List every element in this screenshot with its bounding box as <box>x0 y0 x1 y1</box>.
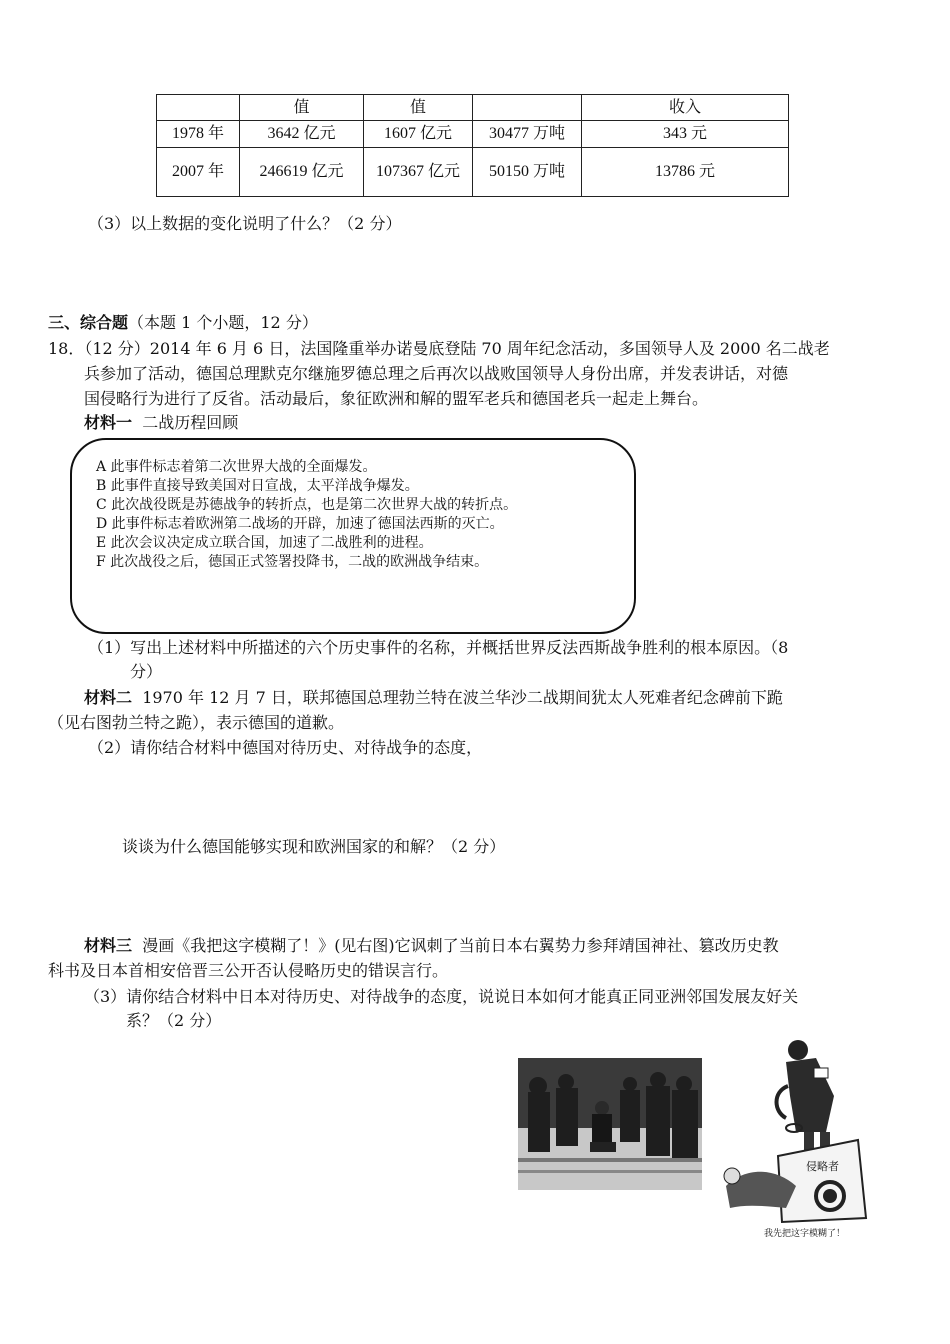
event-item-c: C 此次战役既是苏德战争的转折点，也是第二次世界大战的转折点。 <box>96 497 518 513</box>
table-cell: 246619 亿元 <box>240 148 364 197</box>
question-1-line-2: 分） <box>130 662 163 681</box>
material-2-line-1 <box>84 686 783 710</box>
material-3-line-2: 科书及日本首相安倍晋三公开否认侵略历史的错误言行。 <box>48 961 449 980</box>
table-row <box>157 121 789 148</box>
question-18-line-3: 国侵略行为进行了反省。活动最后，象征欧洲和解的盟军老兵和德国老兵一起走上舞台。 <box>84 389 709 408</box>
question-2-line-2: 谈谈为什么德国能够实现和欧洲国家的和解？（2 分） <box>122 837 506 856</box>
question-1-line-1: （1）写出上述材料中所描述的六个历史事件的名称，并概括世界反法西斯战争胜利的根本原因。（8 <box>88 638 789 657</box>
material-1-heading <box>84 411 238 435</box>
table-cell: 343 元 <box>582 121 789 148</box>
cartoon-caption: 我先把这字模糊了！ <box>764 1229 846 1239</box>
question-18-line-2: 兵参加了活动，德国总理默克尔继施罗德总理之后再次以战败国领导人身份出席，并发表讲话，对德 <box>84 364 789 383</box>
table-cell: 3642 亿元 <box>240 121 364 148</box>
material-3-line-1 <box>84 934 779 958</box>
event-item-d: D 此事件标志着欧洲第二战场的开辟，加速了德国法西斯的灭亡。 <box>96 516 504 532</box>
table-header-cell <box>473 95 582 121</box>
table-header-cell: 值 <box>240 95 364 121</box>
event-item-f: F 此次战役之后，德国正式签署投降书，二战的欧洲战争结束。 <box>96 554 489 570</box>
section-title-label: 三、综合题 <box>48 313 129 332</box>
material-2-line-2: （见右图勃兰特之跪），表示德国的道歉。 <box>48 713 345 732</box>
material-1-title: 二战历程回顾 <box>142 413 239 432</box>
table-header-cell: 值 <box>364 95 473 121</box>
table-cell: 2007 年 <box>157 148 240 197</box>
question-3-top: （3）以上数据的变化说明了什么？（2 分） <box>88 214 402 233</box>
table-cell: 107367 亿元 <box>364 148 473 197</box>
table-row <box>157 148 789 197</box>
event-item-b: B 此事件直接导致美国对日宣战，太平洋战争爆发。 <box>96 478 419 494</box>
table-cell: 13786 元 <box>582 148 789 197</box>
event-item-a: A 此事件标志着第二次世界大战的全面爆发。 <box>96 459 377 475</box>
cartoon-illustration <box>716 1036 876 1242</box>
question-18-line-1: 18．（12 分）2014 年 6 月 6 日，法国隆重举办诺曼底登陆 70 周年纪念活动，多国领导人及 2000 名二战老 <box>48 339 830 358</box>
table-cell: 1978 年 <box>157 121 240 148</box>
table-cell: 30477 万吨 <box>473 121 582 148</box>
material-2-label: 材料二 <box>84 688 133 707</box>
question-3-line-1: （3）请你结合材料中日本对待历史、对待战争的态度，说说日本如何才能真正同亚洲邻国发展友好关 <box>84 987 799 1006</box>
data-table <box>156 94 789 197</box>
table-cell: 50150 万吨 <box>473 148 582 197</box>
table-cell: 1607 亿元 <box>364 121 473 148</box>
material-1-label: 材料一 <box>84 413 133 432</box>
material-2-text: 1970 年 12 月 7 日，联邦德国总理勃兰特在波兰华沙二战期间犹太人死难者纪念碑前下跪 <box>142 688 783 707</box>
table-header-cell <box>157 95 240 121</box>
event-item-e: E 此次会议决定成立联合国，加速了二战胜利的进程。 <box>96 535 433 551</box>
question-2-line-1: （2）请你结合材料中德国对待历史、对待战争的态度， <box>88 738 483 757</box>
material-3-text: 漫画《我把这字模糊了！》(见右图)它讽刺了当前日本右翼势力参拜靖国神社、篡改历史教 <box>142 936 779 955</box>
material-3-label: 材料三 <box>84 936 133 955</box>
table-header-cell: 收入 <box>582 95 789 121</box>
brandt-photo <box>518 1058 702 1190</box>
question-3-line-2: 系？（2 分） <box>126 1011 222 1030</box>
section-title-note: （本题 1 个小题，12 分） <box>128 313 318 332</box>
event-box <box>70 438 636 634</box>
section-title <box>48 311 318 335</box>
cartoon-stone-text: 侵略者 <box>806 1160 839 1173</box>
